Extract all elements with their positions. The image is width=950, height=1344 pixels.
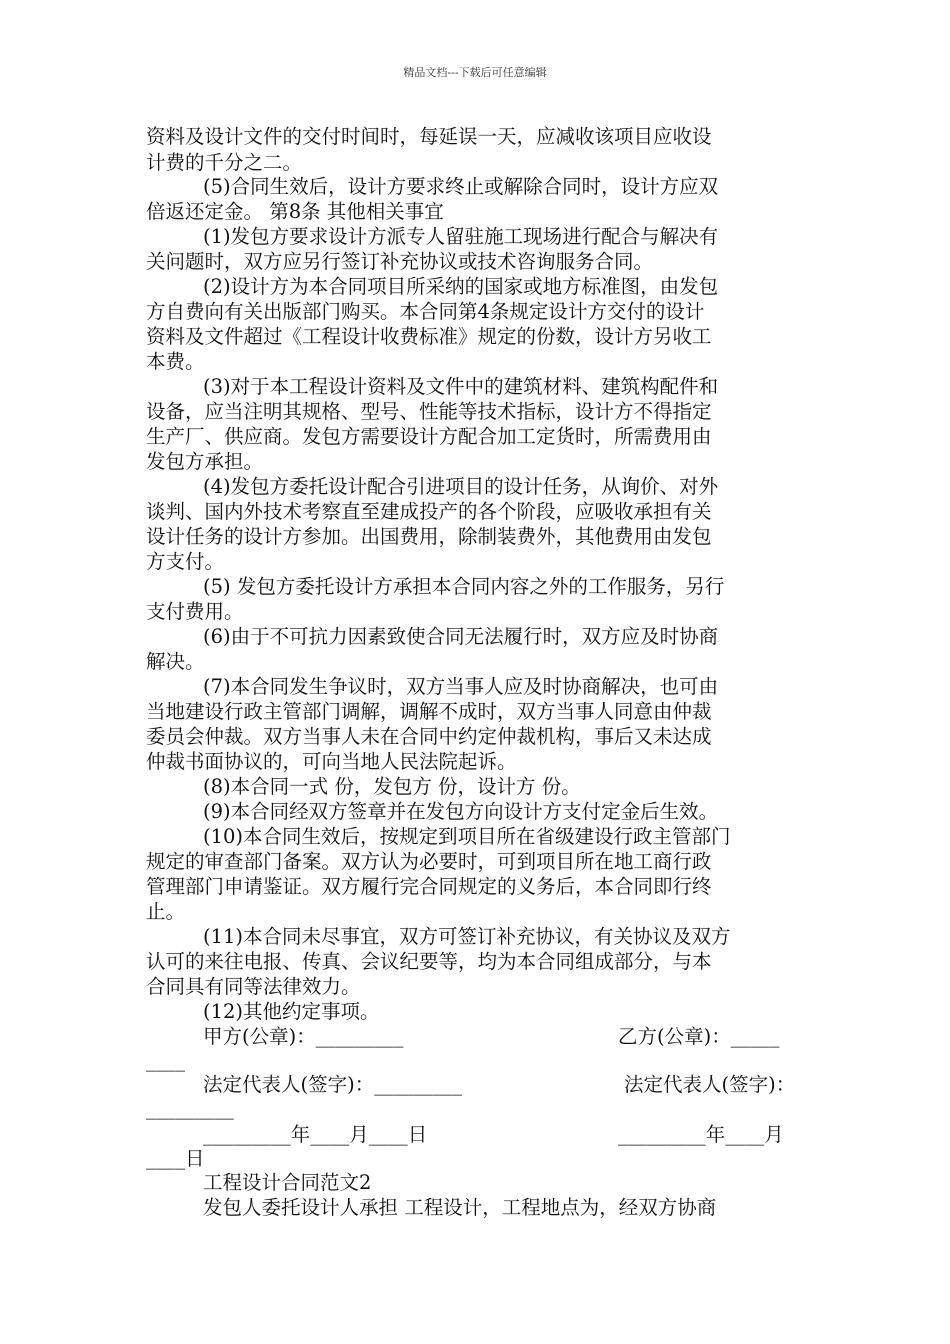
text-line: 方支付。 [146, 550, 225, 573]
text-line: (9)本合同经双方签章并在发包方向设计方支付定金后生效。 [203, 800, 719, 823]
text-line: 关问题时，双方应另行签订补充协议或技术咨询服务合同。 [146, 250, 654, 273]
party-a-date: _________年____月____日 [203, 1123, 428, 1146]
text-line: 认可的来往电报、传真、会议纪要等，均为本合同组成部分，与本 [146, 950, 712, 973]
party-b-date-cont: ____日 [146, 1147, 205, 1170]
text-line: (3)对于本工程设计资料及文件中的建筑材料、建筑构配件和 [203, 375, 719, 398]
text-line: 本费。 [146, 350, 205, 373]
text-line: 谈判、国内外技术考察直至建成投产的各个阶段，应吸收承担有关 [146, 500, 712, 523]
text-line: 仲裁书面协议的，可向当地人民法院起诉。 [146, 750, 517, 773]
text-line: 设备，应当注明其规格、型号、性能等技术指标，设计方不得指定 [146, 400, 712, 423]
text-line: (5) 发包方委托设计方承担本合同内容之外的工作服务，另行 [203, 575, 725, 598]
party-b-representative-cont: _________ [146, 1097, 234, 1120]
page-header: 精品文档---下载后可任意编辑 [403, 66, 547, 79]
text-line: (8)本合同一式 份，发包方 份，设计方 份。 [203, 775, 581, 798]
text-line: 支付费用。 [146, 600, 244, 623]
text-line: 方自费向有关出版部门购买。本合同第4条规定设计方交付的设计 [146, 300, 705, 323]
text-line: 生产厂、供应商。发包方需要设计方配合加工定货时，所需费用由 [146, 425, 712, 448]
text-line: 合同具有同等法律效力。 [146, 975, 361, 998]
text-line: 发包人委托设计人承担 工程设计，工程地点为，经双方协商 [203, 1196, 717, 1219]
text-line: (11)本合同未尽事宜，双方可签订补充协议，有关协议及双方 [203, 925, 731, 948]
party-b-representative: 法定代表人(签字)： [624, 1073, 796, 1096]
party-b-seal-cont: ____ [146, 1049, 185, 1072]
text-line: (12)其他约定事项。 [203, 1000, 380, 1023]
text-line: 管理部门申请鉴证。双方履行完合同规定的义务后，本合同即行终 [146, 875, 712, 898]
text-line: 资料及文件超过《工程设计收费标准》规定的份数，设计方另收工 [146, 325, 712, 348]
text-line: (5)合同生效后，设计方要求终止或解除合同时，设计方应双 [203, 175, 719, 198]
text-line: 止。 [146, 900, 186, 923]
text-line: (10)本合同生效后，按规定到项目所在省级建设行政主管部门 [203, 825, 731, 848]
party-b-seal: 乙方(公章)：_____ [618, 1025, 780, 1048]
text-line: (6)由于不可抗力因素致使合同无法履行时，双方应及时协商 [203, 625, 719, 648]
text-line: 规定的审查部门备案。双方认为必要时，可到项目所在地工商行政 [146, 850, 712, 873]
text-line: 委员会仲裁。双方当事人未在合同中约定仲裁机构，事后又未达成 [146, 725, 712, 748]
text-line: 计费的千分之二。 [146, 151, 303, 174]
text-line: (4)发包方委托设计配合引进项目的设计任务，从询价、对外 [203, 475, 719, 498]
section-title: 工程设计合同范文2 [203, 1171, 372, 1194]
text-line: (1)发包方要求设计方派专人留驻施工现场进行配合与解决有 [203, 225, 719, 248]
text-line: (2)设计方为本合同项目所采纳的国家或地方标准图，由发包 [203, 275, 719, 298]
text-line: 解决。 [146, 650, 205, 673]
party-a-seal: 甲方(公章)：_________ [203, 1025, 404, 1048]
text-line: 资料及设计文件的交付时间时，每延误一天，应减收该项目应收设 [146, 125, 712, 148]
text-line: 发包方承担。 [146, 450, 264, 473]
text-line: 当地建设行政主管部门调解，调解不成时，双方当事人同意由仲裁 [146, 700, 712, 723]
text-line: 设计任务的设计方参加。出国费用，除制装费外，其他费用由发包 [146, 525, 712, 548]
text-line: (7)本合同发生争议时，双方当事人应及时协商解决，也可由 [203, 675, 719, 698]
text-line: 倍返还定金。 第8条 其他相关事宜 [146, 200, 444, 223]
party-a-representative: 法定代表人(签字)：_________ [203, 1073, 462, 1096]
party-b-date: _________年____月 [618, 1123, 784, 1146]
